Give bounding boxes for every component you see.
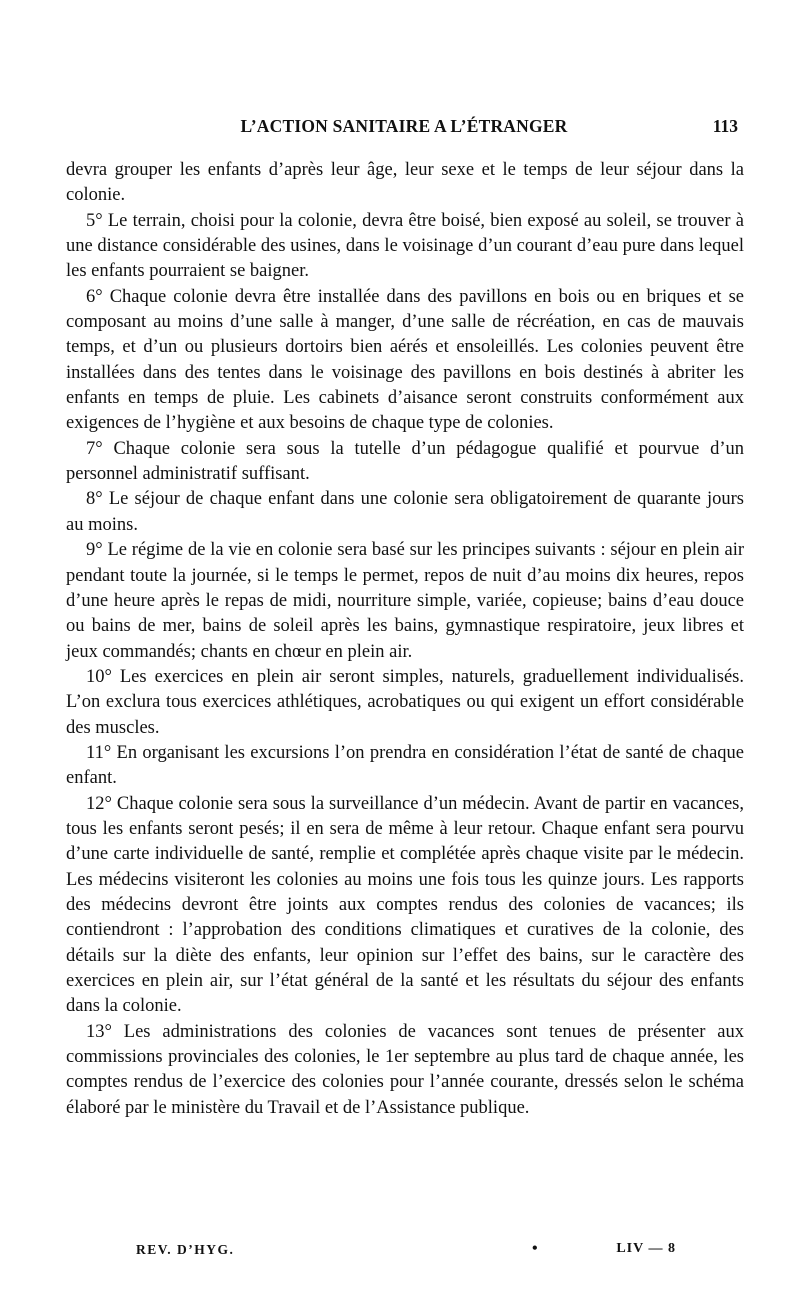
footer-mark: • bbox=[532, 1240, 540, 1257]
paragraph-item-7: 7° Chaque colonie sera sous la tutelle d’un pédagogue qualifié et pourvue d’un personnel administratif suffisant. bbox=[66, 438, 744, 485]
paragraph-item-10: 10° Les exercices en plein air seront simples, naturels, graduellement individualisés. L’on exclura tous exercices athlétiques, acrobatiques ou qui exigent un effort considérable des muscles. bbox=[66, 666, 744, 738]
paragraph-item-11: 11° En organisant les excursions l’on prendra en considération l’état de santé de chaque enfant. bbox=[66, 742, 744, 789]
journal-abbreviation: REV. D’HYG. bbox=[136, 1242, 235, 1257]
page-number: 113 bbox=[712, 116, 738, 136]
running-head bbox=[66, 116, 742, 140]
paragraph-item-13: 13° Les administrations des colonies de vacances sont tenues de présenter aux commissions provinciales des colonies, le 1er septembre au plus tard de chaque année, les comptes rendus de l’exercice des colonies pour l’année courante, dressés selon le schéma élaboré par le ministère du Travail et de l’Assistance publique. bbox=[66, 1021, 744, 1118]
page-footer bbox=[136, 1240, 676, 1262]
paragraph-item-6: 6° Chaque colonie devra être installée dans des pavillons en bois ou en briques et se composant au moins d’une salle à manger, d’une salle de récréation, en cas de mauvais temps, et d’un ou plusieurs dortoirs bien aérés et ensoleillés. Les colonies peuvent être installées dans des tentes dans le voisinage des pavillons en bois destinés à abriter les enfants en temps de pluie. Les cabinets d’aisance seront construits conformément aux exigences de l’hygiène et aux besoins de chaque type de colonies. bbox=[66, 286, 744, 434]
body-text bbox=[66, 158, 744, 1121]
paragraph-item-9: 9° Le régime de la vie en colonie sera basé sur les principes suivants : séjour en plein air pendant toute la journée, si le temps le permet, repos de nuit d’au moins dix heures, repos d’une heure après le repas de midi, nourriture simple, variée, copieuse; bains d’eau douce ou bains de mer, bains de soleil après les bains, gymnastique respiratoire, jeux libres et jeux commandés; chants en chœur en plein air. bbox=[66, 540, 744, 662]
paragraph-continued: devra grouper les enfants d’après leur âge, leur sexe et le temps de leur séjour dans la colonie. bbox=[66, 160, 744, 206]
running-title: L’ACTION SANITAIRE A L’ÉTRANGER bbox=[240, 116, 568, 136]
paragraph-item-8: 8° Le séjour de chaque enfant dans une colonie sera obligatoirement de quarante jours au moins. bbox=[66, 489, 744, 535]
paragraph-item-12: 12° Chaque colonie sera sous la surveillance d’un médecin. Avant de partir en vacances, tous les enfants seront pesés; il en sera de même à leur retour. Chaque enfant sera pourvu d’une carte individuelle de santé, remplie et complétée après chaque visite par le médecin. Les médecins visiteront les colonies au moins une fois tous les quinze jours. Les rapports des médecins devront être joints aux comptes rendus des colonies de vacances; ils contiendront : l’approbation des conditions climatiques et curatives de la colonie, des détails sur la diète des enfants, leur opinion sur l’effet des bains, sur le caractère des exercices en plein air, sur l’état général de la santé et les résultats du séjour des enfants dans la colonie. bbox=[66, 793, 744, 1017]
signature-mark: LIV — 8 bbox=[616, 1241, 676, 1256]
paragraph-item-5: 5° Le terrain, choisi pour la colonie, devra être boisé, bien exposé au soleil, se trouver à une distance considérable des usines, dans le voisinage d’un courant d’eau pure dans lequel les enfants pourraient se baigner. bbox=[66, 210, 744, 282]
